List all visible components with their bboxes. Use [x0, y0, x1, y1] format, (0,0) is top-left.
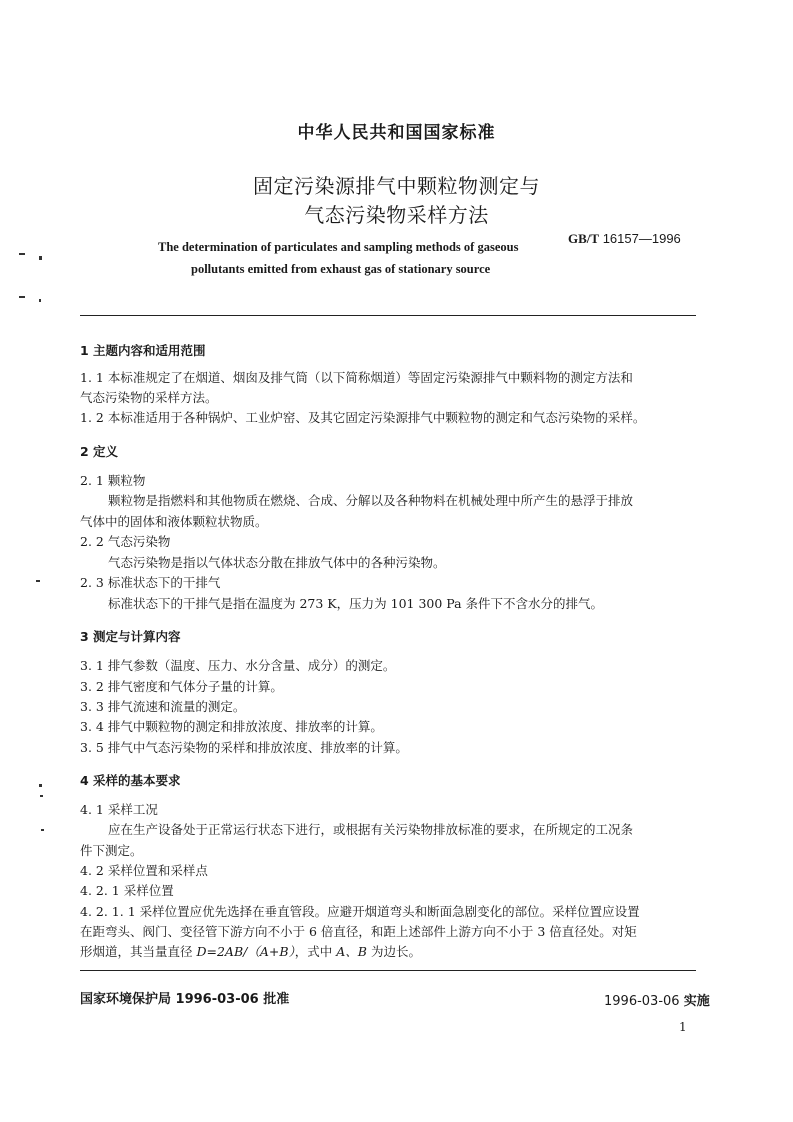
clause-4-1-line-2: 件下测定。 [80, 843, 143, 858]
national-standard-label: 中华人民共和国国家标准 [297, 123, 496, 143]
clause-4-1-line-1: 应在生产设备处于正常运行状态下进行，或根据有关污染物排放标准的要求，在所规定的工况条 [108, 822, 634, 837]
scan-mark [19, 296, 25, 298]
clause-3-3: 3. 3 排气流速和流量的测定。 [80, 699, 246, 714]
implementation-label: 实施 [683, 994, 710, 1009]
footer-divider [80, 970, 696, 971]
clause-2-2-text: 气态污染物是指以气体状态分散在排放气体中的各种污染物。 [108, 555, 446, 570]
clause-2-1-line-1: 颗粒物是指燃料和其他物质在燃烧、合成、分解以及各种物料在机械处理中所产生的悬浮于排放 [108, 493, 634, 508]
clause-2-3-title: 2. 3 标准状态下的干排气 [80, 575, 221, 590]
approval-text: 国家环境保护局 1996-03-06 批准 [80, 992, 290, 1007]
equivalent-diameter-formula: D=2AB/（A+B） [196, 944, 295, 959]
scan-mark [36, 580, 40, 582]
section-3-heading: 3 测定与计算内容 [80, 629, 181, 644]
clause-4-2-1-1-line-2: 在距弯头、阀门、变径管下游方向不小于 6 倍直径，和距上述部件上游方向不小于 3 倍直径处。对矩 [80, 924, 637, 939]
clause-3-5: 3. 5 排气中气态污染物的采样和排放浓度、排放率的计算。 [80, 740, 408, 755]
line-3-text-a: 形烟道，其当量直径 [80, 944, 197, 959]
implementation-date: 1996-03-06 [604, 994, 680, 1009]
clause-1-2: 1. 2 本标准适用于各种锅炉、工业炉窑、及其它固定污染源排气中颗粒物的测定和气态污染物的采样。 [80, 410, 646, 425]
clause-1-1-line-1: 1. 1 本标准规定了在烟道、烟囱及排气筒（以下简称烟道）等固定污染源排气中颗料物的测定方法和 [80, 370, 633, 385]
clause-4-2-1-1-line-3 [80, 943, 421, 961]
clause-2-2-title: 2. 2 气态污染物 [80, 534, 171, 549]
scan-mark [39, 299, 41, 302]
clause-3-4: 3. 4 排气中颗粒物的测定和排放浓度、排放率的计算。 [80, 719, 383, 734]
section-4-heading: 4 采样的基本要求 [80, 773, 181, 788]
clause-4-2-title: 4. 2 采样位置和采样点 [80, 863, 208, 878]
scan-mark [19, 253, 25, 255]
clause-2-1-title: 2. 1 颗粒物 [80, 473, 146, 488]
line-3-text-b: ，式中 [294, 944, 337, 959]
standard-code [568, 231, 681, 247]
header-divider [80, 315, 696, 316]
section-2-heading: 2 定义 [80, 444, 119, 459]
clause-2-3-text: 标准状态下的干排气是指在温度为 273 K，压力为 101 300 Pa 条件下不含水分的排气。 [108, 596, 604, 611]
document-title-line-2: 气态污染物采样方法 [304, 203, 489, 227]
clause-4-2-1-1-line-1: 4. 2. 1. 1 采样位置应优先选择在垂直管段。应避开烟道弯头和断面急剧变化的部位。采样位置应设置 [80, 904, 640, 919]
standard-number: 16157—1996 [602, 231, 681, 246]
clause-4-1-title: 4. 1 采样工况 [80, 802, 158, 817]
scan-mark [41, 829, 44, 831]
implementation-note [604, 990, 710, 1009]
clause-1-1-line-2: 气态污染物的采样方法。 [80, 390, 218, 405]
english-title-line-1: The determination of particulates and sampling methods of gaseous [158, 240, 519, 254]
line-3-text-c: 为边长。 [367, 944, 421, 959]
clause-3-1: 3. 1 排气参数（温度、压力、水分含量、成分）的测定。 [80, 658, 396, 673]
scan-mark [39, 256, 42, 260]
scan-mark [39, 784, 42, 787]
english-title-line-2: pollutants emitted from exhaust gas of stationary source [191, 262, 491, 276]
clause-4-2-1-title: 4. 2. 1 采样位置 [80, 883, 174, 898]
clause-2-1-line-2: 气体中的固体和液体颗粒状物质。 [80, 514, 268, 529]
scan-mark [40, 795, 43, 797]
standard-prefix: GB/T [568, 231, 600, 246]
approval-note [80, 988, 289, 1007]
document-title-line-1: 固定污染源排气中颗粒物测定与 [253, 174, 540, 198]
side-length-variables: A、B [336, 944, 367, 959]
page-number: 1 [679, 1020, 687, 1034]
section-1-heading: 1 主题内容和适用范围 [80, 343, 206, 358]
clause-3-2: 3. 2 排气密度和气体分子量的计算。 [80, 679, 283, 694]
